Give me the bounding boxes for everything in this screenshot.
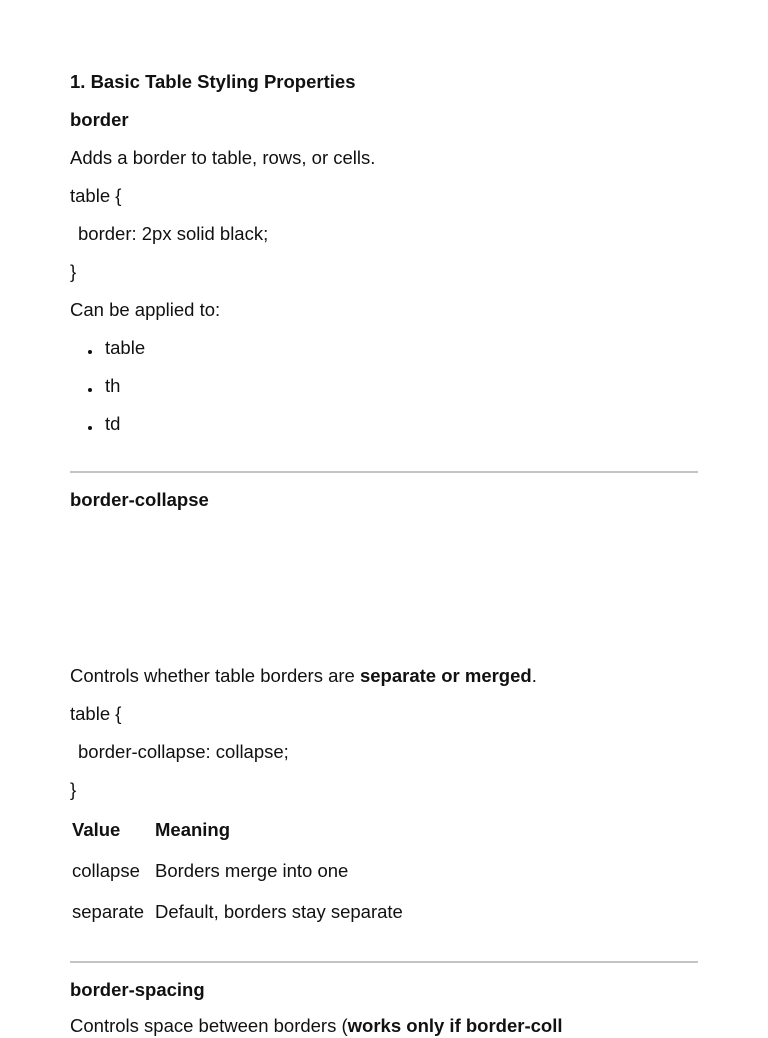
divider xyxy=(70,961,698,963)
table-cell-value: separate xyxy=(72,901,144,922)
description-end: . xyxy=(531,665,537,686)
description-emphasis: separate or merged xyxy=(359,665,532,686)
property-name-border-spacing: border-spacing xyxy=(70,979,205,1000)
bullet-icon xyxy=(88,426,92,430)
section-heading: 1. Basic Table Styling Properties xyxy=(70,71,356,92)
list-item-text: td xyxy=(105,413,121,434)
description-text: Controls space between borders ( xyxy=(70,1015,348,1036)
divider xyxy=(70,471,698,473)
description-emphasis: works only if border-coll xyxy=(347,1015,563,1036)
applied-label: Can be applied to: xyxy=(70,299,221,320)
property-name-border-collapse: border-collapse xyxy=(70,489,209,510)
list-item-text: table xyxy=(105,337,146,358)
table-cell-value: collapse xyxy=(72,860,140,881)
table-cell-meaning: Default, borders stay separate xyxy=(155,901,403,922)
property-name-border: border xyxy=(70,109,129,130)
code-line-1: table { xyxy=(70,703,122,724)
code-line-2: border-collapse: collapse; xyxy=(78,741,289,762)
code-line-3: } xyxy=(70,261,77,282)
property-description-partial xyxy=(70,1014,563,1038)
code-line-2: border: 2px solid black; xyxy=(78,223,269,244)
description-text: Controls whether table borders are xyxy=(70,665,360,686)
bullet-icon xyxy=(88,350,92,354)
table-cell-meaning: Borders merge into one xyxy=(155,860,349,881)
code-line-3: } xyxy=(70,779,77,800)
table-header-value: Value xyxy=(72,819,121,840)
table-header-meaning: Meaning xyxy=(155,819,231,840)
property-description: Adds a border to table, rows, or cells. xyxy=(70,147,376,168)
property-description xyxy=(70,664,537,688)
list-item-text: th xyxy=(105,375,121,396)
bullet-icon xyxy=(88,388,92,392)
code-line-1: table { xyxy=(70,185,122,206)
